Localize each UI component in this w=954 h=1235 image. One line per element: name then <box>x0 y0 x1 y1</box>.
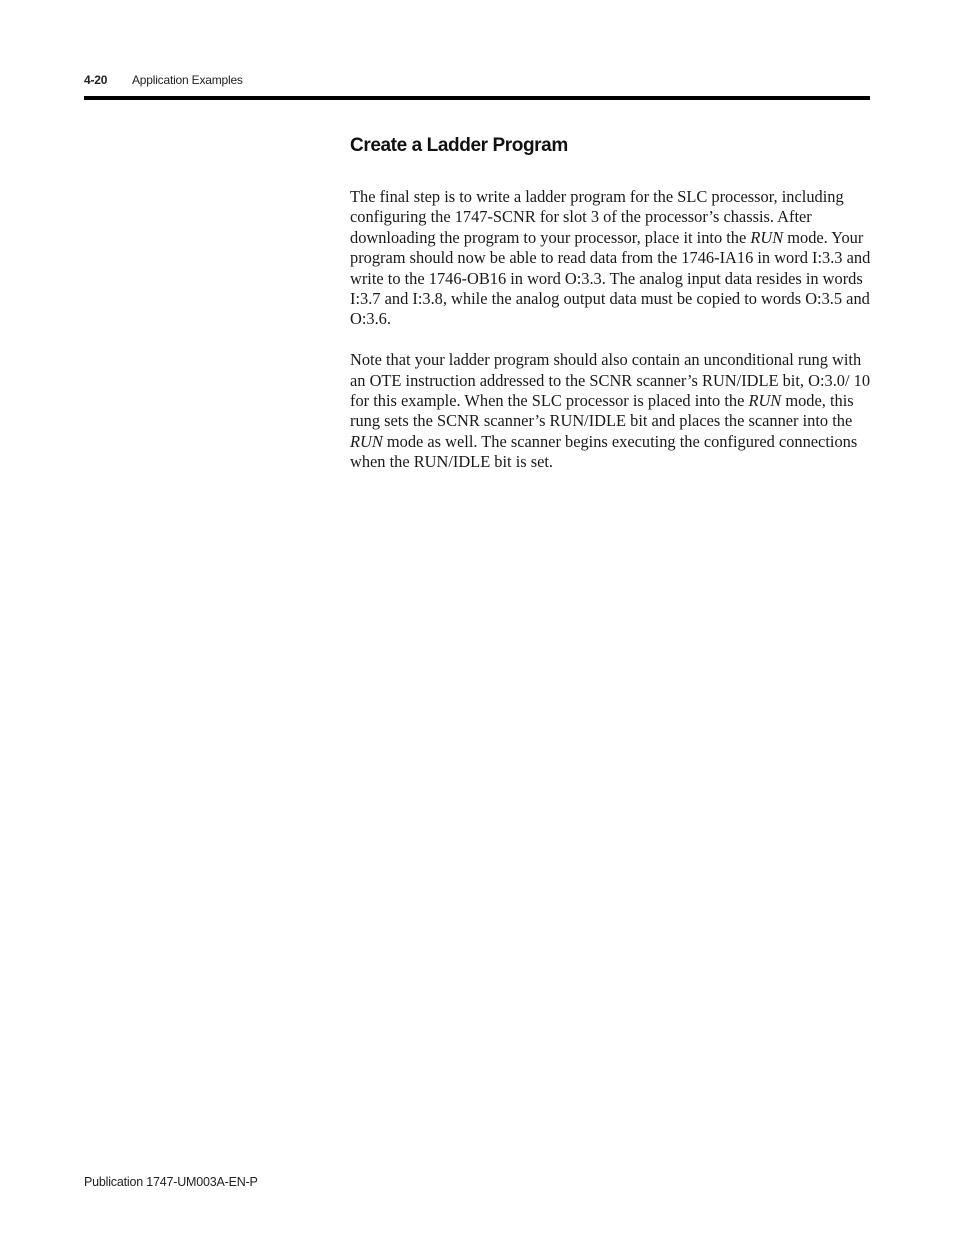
text-run: mode, this rung sets the SCNR scanner’s RUN/IDLE bit and places the scanner into the <box>350 391 854 431</box>
header-rule <box>84 96 870 100</box>
section-title: Create a Ladder Program <box>350 135 568 156</box>
text-run: mode. Your program should now be able to read data from the 1746-IA16 in word I:3.3 and write to the 1746-OB16 in word O:3.3. The analog input data resides in words I:3.7 and I:3.8, while the analog output data must be copied to words O:3.5 and O:3.6. <box>350 227 871 329</box>
text-run-italic: RUN <box>748 391 782 411</box>
text-run-italic: RUN <box>750 227 784 247</box>
text-run: Note that your ladder program should also contain an unconditional rung with an OTE instruction addressed to the SCNR scanner’s RUN/IDLE bit, O:3.0/ 10 for this example. When the SLC processor is placed into the <box>350 350 871 411</box>
text-run: The final step is to write a ladder program for the SLC processor, including configuring the 1747-SCNR for slot 3 of the processor’s chassis. After downloading the program to your processor, place it into the <box>350 187 844 247</box>
paragraph-1 <box>350 187 872 330</box>
text-run: mode as well. The scanner begins executing the configured connections when the RUN/IDLE bit is set. <box>350 431 858 472</box>
page-footer: Publication 1747-UM003A-EN-P <box>84 1175 258 1189</box>
text-run-italic: RUN <box>350 431 383 451</box>
paragraph-2 <box>350 350 872 472</box>
body-text <box>350 187 872 493</box>
page-number: 4-20 <box>84 73 108 87</box>
page-header <box>84 73 243 87</box>
chapter-title: Application Examples <box>132 73 243 87</box>
